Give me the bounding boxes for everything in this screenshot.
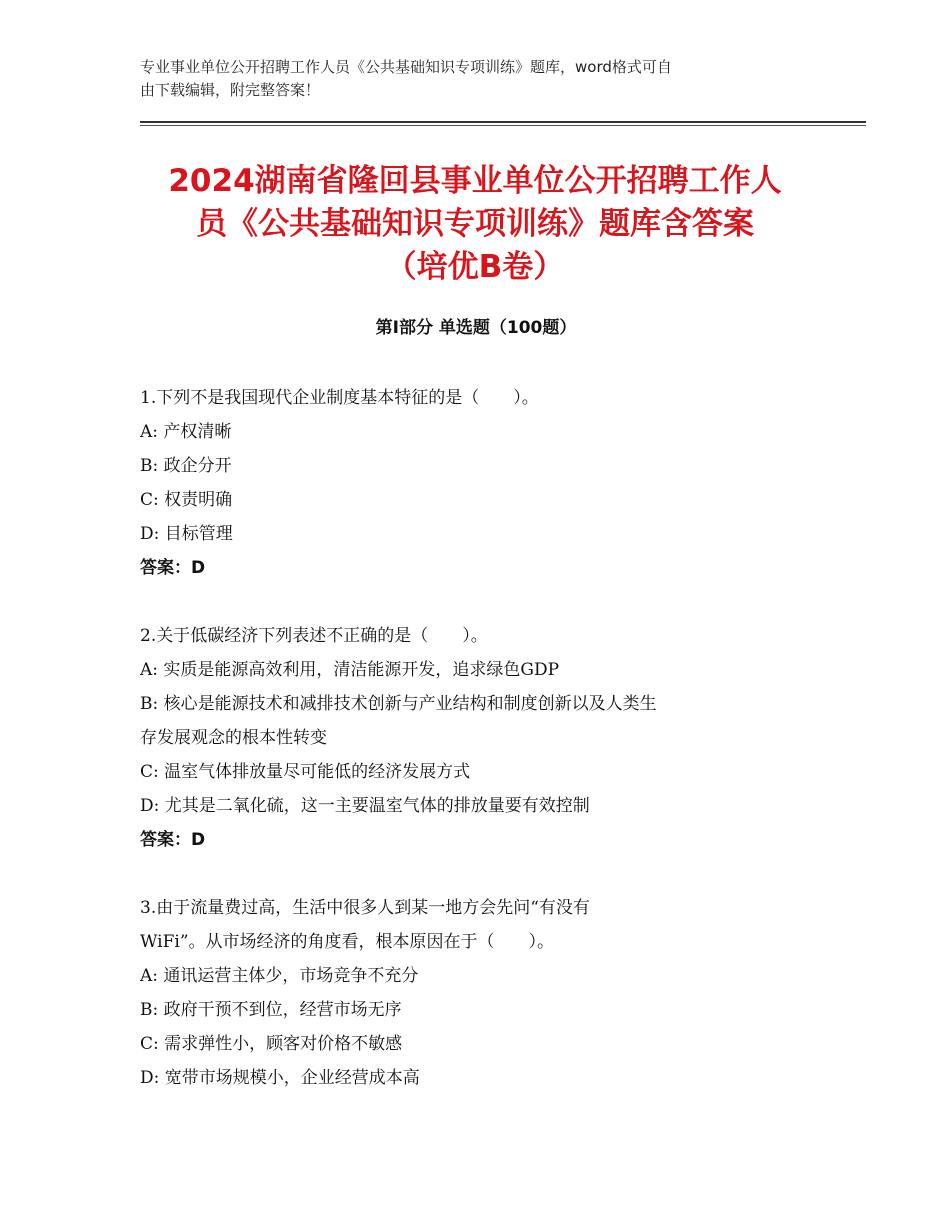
option-b: B: 政府干预不到位，经营市场无序 (140, 1000, 402, 1020)
header-note-line: 专业事业单位公开招聘工作人员《公共基础知识专项训练》题库，word格式可自 (140, 58, 672, 76)
answer: 答案：D (140, 830, 206, 850)
title-line: 2024湖南省隆回县事业单位公开招聘工作人 (168, 163, 782, 199)
option-a: A: 产权清晰 (140, 422, 232, 442)
header-divider-thin (140, 125, 866, 126)
option-b: B: 政企分开 (140, 456, 232, 476)
title-line: 员《公共基础知识专项训练》题库含答案 (196, 206, 754, 242)
question (140, 891, 820, 1095)
option-d: D: 宽带市场规模小，企业经营成本高 (140, 1068, 420, 1088)
header-note-line: 由下载编辑，附完整答案！ (140, 81, 321, 99)
option-d: D: 尤其是二氧化硫，这一主要温室气体的排放量要有效控制 (140, 796, 590, 816)
question-stem-continued: WiFi”。从市场经济的角度看，根本原因在于（ ）。 (140, 932, 555, 952)
option-c: C: 温室气体排放量尽可能低的经济发展方式 (140, 762, 471, 782)
option-c: C: 权责明确 (140, 490, 233, 510)
question-list (140, 381, 820, 1129)
question-stem: 3.由于流量费过高，生活中很多人到某一地方会先问“有没有 (140, 898, 590, 918)
option-a: A: 通讯运营主体少，市场竞争不充分 (140, 966, 419, 986)
title-line: （培优B卷） (385, 249, 565, 285)
answer: 答案：D (140, 558, 206, 578)
document-title (110, 160, 840, 289)
option-a: A: 实质是能源高效利用，清洁能源开发，追求绿色GDP (140, 660, 560, 680)
header-divider-thick (140, 121, 866, 123)
option-b: B: 核心是能源技术和减排技术创新与产业结构和制度创新以及人类生 (140, 694, 657, 714)
question (140, 619, 820, 857)
question-stem: 1.下列不是我国现代企业制度基本特征的是（ ）。 (140, 388, 539, 408)
option-b-continued: 存发展观念的根本性转变 (140, 728, 327, 748)
question-stem: 2.关于低碳经济下列表述不正确的是（ ）。 (140, 626, 488, 646)
section-title: 第Ⅰ部分 单选题（100题） (375, 318, 577, 338)
option-c: C: 需求弹性小，顾客对价格不敏感 (140, 1034, 403, 1054)
option-d: D: 目标管理 (140, 524, 233, 544)
header-note (140, 56, 820, 102)
question (140, 381, 820, 585)
